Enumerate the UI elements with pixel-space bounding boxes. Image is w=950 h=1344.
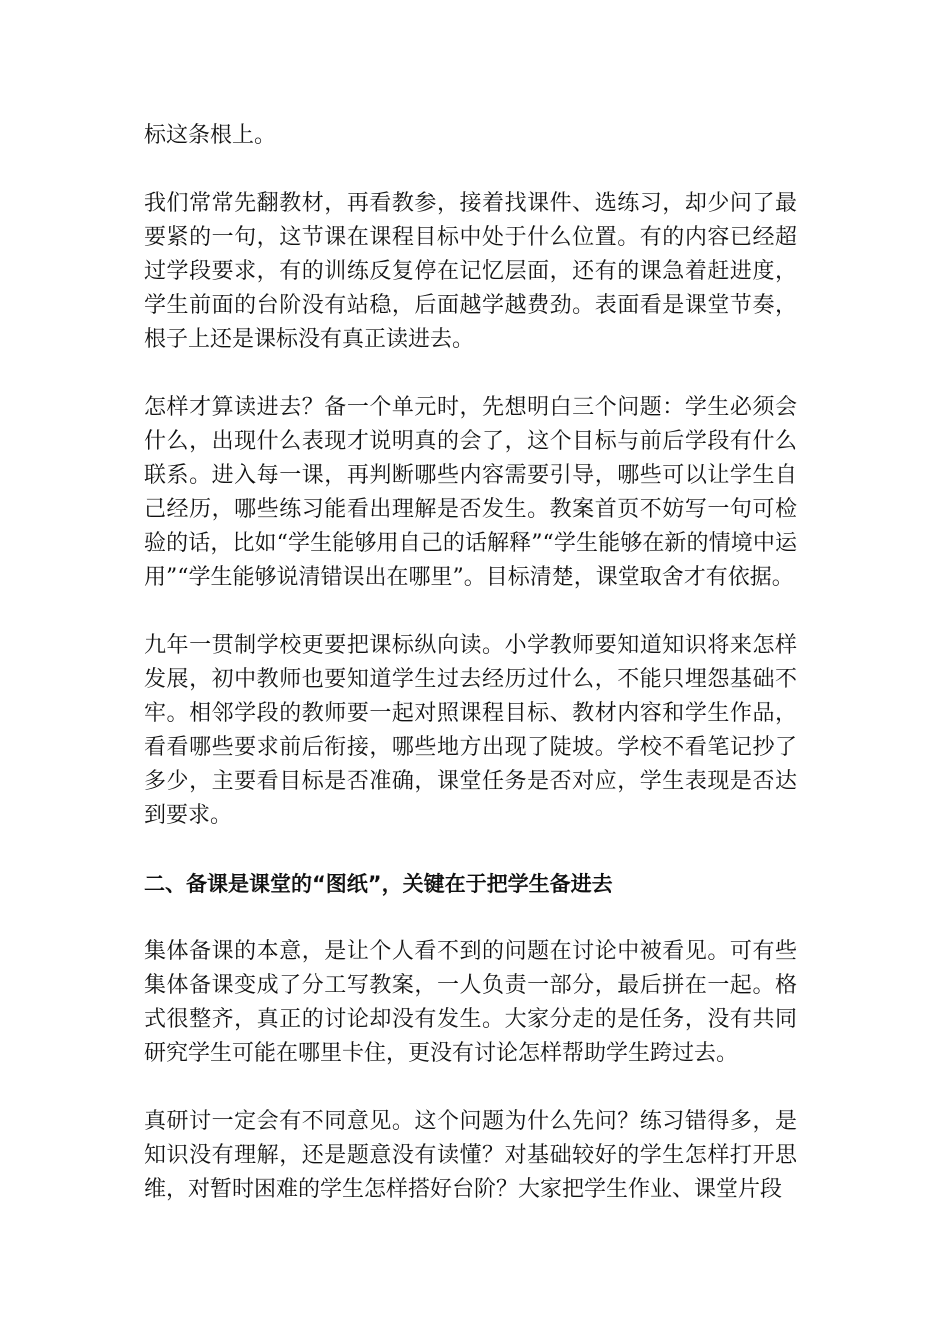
section-heading: 二、备课是课堂的“图纸”，关键在于把学生备进去: [144, 872, 613, 896]
paragraph: 集体备课的本意，是让个人看不到的问题在讨论中被看见。可有些集体备课变成了分工写教案，一人负责一部分，最后拼在一起。格式很整齐，真正的讨论却没有发生。大家分走的是任务，没有共同研究学生可能在哪里卡住，更没有讨论怎样帮助学生跨过去。: [144, 939, 797, 1066]
document-body: [144, 119, 797, 1241]
paragraph: 九年一贯制学校更要把课标纵向读。小学教师要知道知识将来怎样发展，初中教师也要知道学生过去经历过什么，不能只埋怨基础不牢。相邻学段的教师要一起对照课程目标、教材内容和学生作品，看看哪些要求前后衔接，哪些地方出现了陡坡。学校不看笔记抄了多少，主要看目标是否准确，课堂任务是否对应，学生表现是否达到要求。: [144, 633, 797, 828]
paragraph: 我们常常先翻教材，再看教参，接着找课件、选练习，却少问了最要紧的一句，这节课在课程目标中处于什么位置。有的内容已经超过学段要求，有的训练反复停在记忆层面，还有的课急着赶进度，学生前面的台阶没有站稳，后面越学越费劲。表面看是课堂节奏，根子上还是课标没有真正读进去。: [144, 191, 797, 352]
paragraph: 怎样才算读进去？备一个单元时，先想明白三个问题：学生必须会什么，出现什么表现才说明真的会了，这个目标与前后学段有什么联系。进入每一课，再判断哪些内容需要引导，哪些可以让学生自己经历，哪些练习能看出理解是否发生。教案首页不妨写一句可检验的话，比如“学生能够用自己的话解释”“学生能够在新的情境中运用”“学生能够说清错误出在哪里”。目标清楚，课堂取舍才有依据。: [144, 395, 797, 590]
paragraph: 真研讨一定会有不同意见。这个问题为什么先问？练习错得多，是知识没有理解，还是题意没有读懂？对基础较好的学生怎样打开思维，对暂时困难的学生怎样搭好台阶？大家把学生作业、课堂片段: [144, 1109, 797, 1202]
paragraph: 标这条根上。: [144, 123, 277, 148]
